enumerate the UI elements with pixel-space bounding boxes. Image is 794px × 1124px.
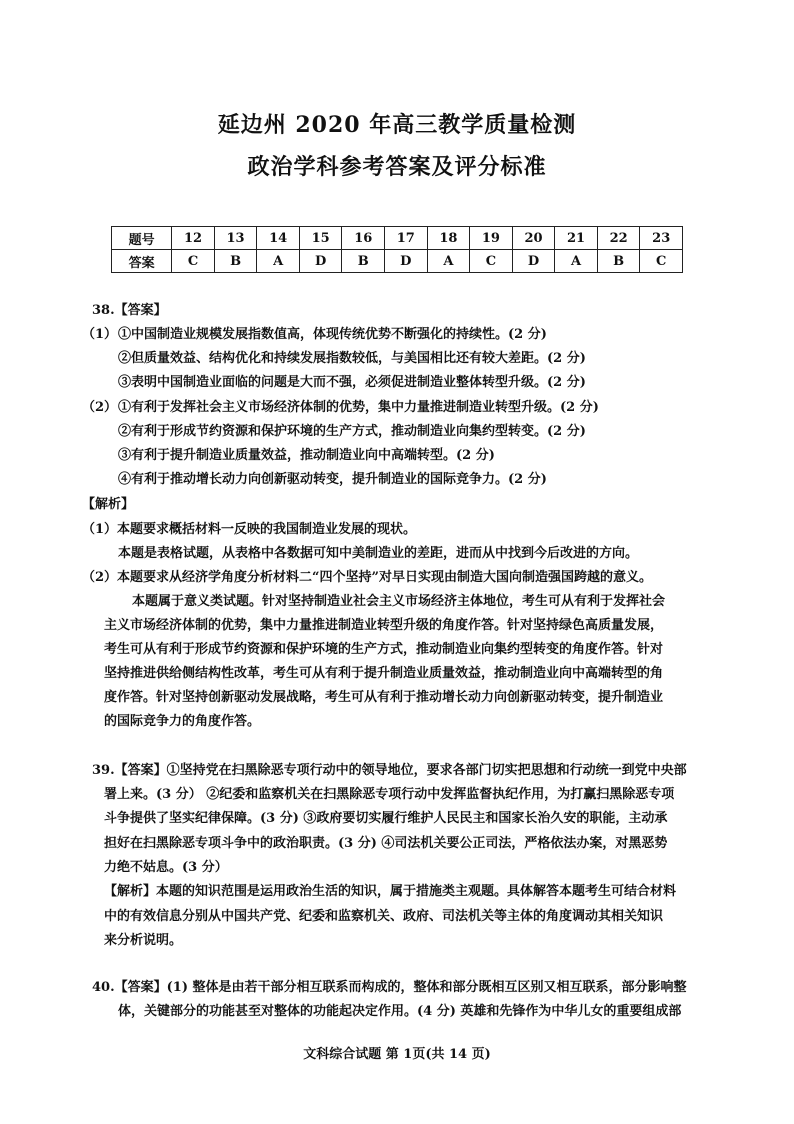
answer-cell: C [470,250,513,273]
q38-part2-item: ②有利于形成节约资源和保护环境的生产方式，推动制造业向集约型转变。(2 分) [118,424,586,439]
question-number-cell: 16 [342,227,385,250]
row-header-answer: 答案 [112,250,172,273]
q38-analysis-paragraph-line: 的国际竞争力的角度作答。 [104,714,261,729]
question-number-cell: 14 [257,227,300,250]
question-number-row [112,227,683,250]
q39-analysis-line: 中的有效信息分别从中国共产党、纪委和监察机关、政府、司法机关等主体的角度调动其相关知识 [104,909,664,924]
question-number-cell: 17 [385,227,428,250]
answer-cell: A [427,250,470,273]
question-number-cell: 20 [512,227,555,250]
answer-cell: B [214,250,257,273]
q38-part1-item: ②但质量效益、结构优化和持续发展指数较低，与美国相比还有较大差距。(2 分) [118,351,586,366]
q39-analysis-line: 来分析说明。 [104,933,183,948]
q38-heading: 38.【答案】 [92,303,167,318]
question-number-cell: 13 [214,227,257,250]
question-number-cell: 22 [597,227,640,250]
q38-analysis-paragraph-line: 主义市场经济体制的优势，集中力量推进制造业转型升级的角度作答。针对坚持绿色高质量发展， [104,618,664,633]
answer-row [112,250,683,273]
q40-line: 40.【答案】(1) 整体是由若干部分相互联系而构成的，整体和部分既相互区别又相互联系，部分影响整 [92,980,687,995]
answer-cell: C [640,250,683,273]
q39-line: 39.【答案】①坚持党在扫黑除恶专项行动中的领导地位，要求各部门切实把思想和行动统一到党中央部 [92,763,687,778]
q38-analysis-heading: 【解析】 [82,497,135,512]
row-header-number: 题号 [112,227,172,250]
answer-cell: A [555,250,598,273]
q38-part2-item: ③有利于提升制造业质量效益，推动制造业向中高端转型。(2 分) [118,448,495,463]
answer-cell: B [597,250,640,273]
q38-analysis-paragraph-line: 本题属于意义类试题。针对坚持制造业社会主义市场经济主体地位，考生可从有利于发挥社会 [132,594,666,609]
q38-analysis-paragraph-line: 考生可从有利于形成节约资源和保护环境的生产方式，推动制造业向集约型转变的角度作答。针对 [104,642,664,657]
question-number-cell: 23 [640,227,683,250]
q38-analysis-part1-detail: 本题是表格试题，从表格中各数据可知中美制造业的差距，进而从中找到今后改进的方向。 [118,546,639,561]
q38-part1-item: ③表明中国制造业面临的问题是大而不强，必须促进制造业整体转型升级。(2 分) [118,375,586,390]
document-title: 延边州 2020 年高三教学质量检测 [217,112,577,138]
question-number-cell: 18 [427,227,470,250]
question-number-cell: 12 [172,227,215,250]
q38-analysis-part2: （2）本题要求从经济学角度分析材料二“四个坚持”对早日实现由制造大国向制造强国跨越的意义。 [82,570,653,585]
q38-part1-item: ①中国制造业规模发展指数值高，体现传统优势不断强化的持续性。(2 分) [118,327,547,342]
q39-line: 力绝不姑息。(3 分） [104,860,228,875]
q39-line: 斗争提供了坚实纪律保障。(3 分) ③政府要切实履行维护人民民主和国家长治久安的职能，主动承 [104,811,668,826]
answer-table [111,226,683,273]
question-number-cell: 21 [555,227,598,250]
q38-analysis-part1: （1）本题要求概括材料一反映的我国制造业发展的现状。 [82,522,417,537]
answer-cell: A [257,250,300,273]
answer-cell: D [512,250,555,273]
answer-cell: D [299,250,342,273]
q38-part1-label: （1） [82,327,118,342]
page-footer: 文科综合试题 第 1页(共 14 页) [303,1047,491,1062]
q40-line: 体，关键部分的功能甚至对整体的功能起决定作用。(4 分) 英雄和先锋作为中华儿女的重要组成部 [118,1004,682,1019]
document-subtitle: 政治学科参考答案及评分标准 [247,154,547,180]
q38-part2-item: ④有利于推动增长动力向创新驱动转变，提升制造业的国际竞争力。(2 分) [118,472,547,487]
q39-analysis-line: 【解析】本题的知识范围是运用政治生活的知识，属于措施类主观题。具体解答本题考生可结合材料 [104,884,677,899]
q38-part2-label: （2） [82,400,118,415]
question-number-cell: 15 [299,227,342,250]
answer-cell: D [385,250,428,273]
q38-analysis-paragraph-line: 度作答。针对坚持创新驱动发展战略，考生可从有利于推动增长动力向创新驱动转变，提升制造业 [104,690,664,705]
q38-part2-item: ①有利于发挥社会主义市场经济体制的优势，集中力量推进制造业转型升级。(2 分) [118,400,599,415]
answer-cell: B [342,250,385,273]
answer-cell: C [172,250,215,273]
q39-line: 署上来。(3 分） ②纪委和监察机关在扫黑除恶专项行动中发挥监督执纪作用，为打赢扫黑除恶专项 [104,787,675,802]
q38-analysis-paragraph-line: 坚持推进供给侧结构性改革，考生可从有利于提升制造业质量效益，推动制造业向中高端转型的角 [104,666,664,681]
q39-line: 担好在扫黑除恶专项斗争中的政治职责。(3 分) ④司法机关要公正司法，严格依法办案，对黑恶势 [104,836,668,851]
question-number-cell: 19 [470,227,513,250]
